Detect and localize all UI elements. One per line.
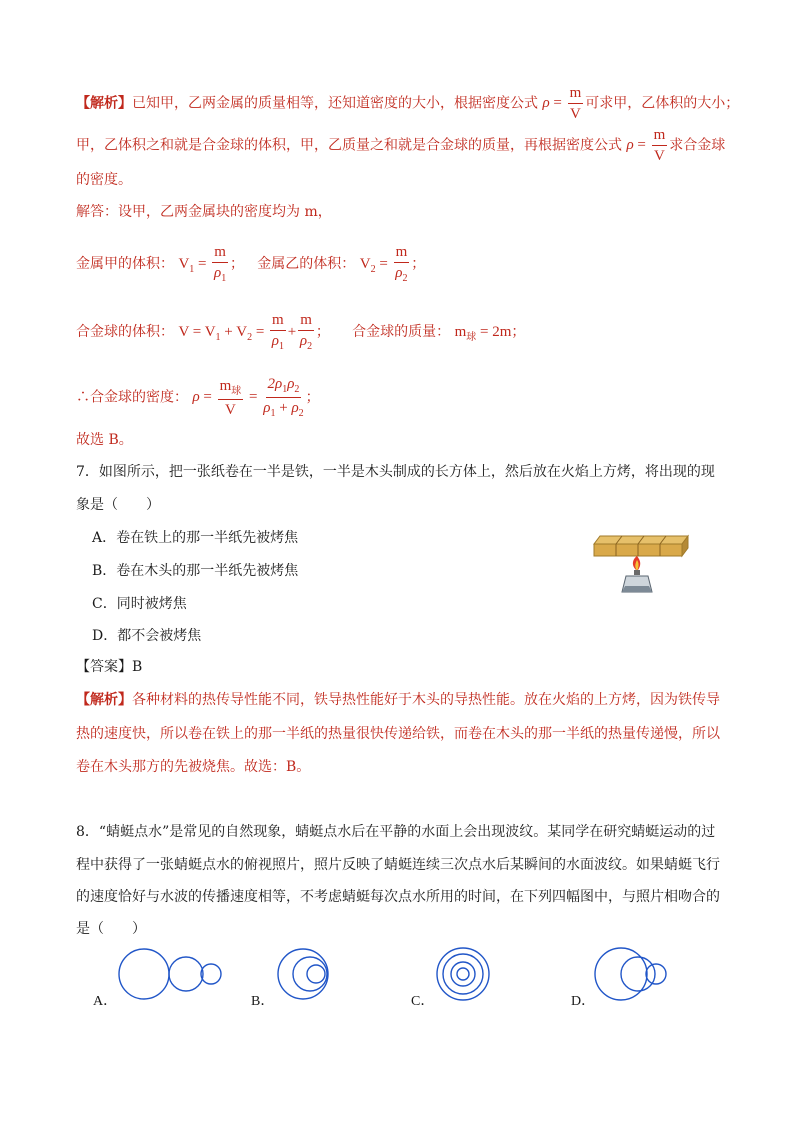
q8-label-c: C． [411, 994, 435, 1009]
q8-figure-a [116, 945, 240, 1005]
analysis-tag: 【解析】 [76, 95, 132, 112]
q8-stem-2: 程中获得了一张蜻蜓点水的俯视照片，照片反映了蜻蜓连续三次点水后某瞬间的水面波纹。如果蜻蜓飞行 [76, 857, 720, 873]
q7-option-c: C．同时被烤焦 [92, 596, 187, 612]
q8-stem-3: 的速度恰好与水波的传播速度相等，不考虑蜻蜓每次点水所用的时间，在下列四幅图中，与照片相吻合的 [76, 889, 720, 905]
q7-option-d: D．都不会被烤焦 [92, 628, 202, 644]
analysis-text: 已知甲，乙两金属的质量相等，还知道密度的大小，根据密度公式 [132, 95, 538, 112]
q8-stem-1: 8．“蜻蜓点水”是常见的自然现象，蜻蜓点水后在平静的水面上会出现波纹。某同学在研究蜻蜓运动的过 [76, 824, 716, 840]
density-formula: ρ = $\frac{m}{V}$ [626, 127, 666, 164]
metal-volumes: 金属甲的体积： $V_1$ = $\frac{m}{\rho_1}$ ； 金属乙的体积： $V_2$ = $\frac{m}{\rho_2}$ ； [76, 244, 426, 284]
q8-label-d: D． [571, 994, 596, 1009]
analysis-text: 甲，乙体积之和就是合金球的体积，甲，乙质量之和就是合金球的质量，再根据密度公式 [76, 137, 622, 154]
flame-icon [633, 556, 640, 570]
q7-analysis-3: 卷在木头那方的先被烧焦。故选：B。 [76, 759, 311, 775]
analysis-text: 求合金球 [669, 137, 726, 154]
analysis-line-1 [76, 86, 739, 122]
q7-analysis-2: 热的速度快，所以卷在铁上的那一半纸的热量很快传递给铁，而卷在木头的那一半纸的热量传递慢，所以 [76, 726, 720, 742]
q7-answer: 【答案】B [76, 659, 143, 675]
wood-iron-block [594, 536, 688, 556]
alcohol-lamp-icon [622, 570, 652, 592]
label: 合金球的体积： [76, 323, 174, 340]
solution-intro: 解答：设甲，乙两金属块的密度均为 m， [76, 204, 332, 220]
q7-option-a: A．卷在铁上的那一半纸先被烤焦 [92, 530, 299, 546]
q8-stem-4: 是（ ） [76, 921, 146, 937]
q7-stem-1: 7．如图所示，把一张纸卷在一半是铁，一半是木头制成的长方体上，然后放在火焰上方烤，将出现的现 [76, 464, 715, 480]
volume2-formula: $V_2$ = $\frac{m}{\rho_2}$ [359, 244, 408, 284]
alloy-mass-formula: $m_球 = 2m$ [454, 323, 512, 343]
analysis-line-3: 的密度。 [76, 172, 132, 188]
q8-figure-d [592, 945, 676, 1005]
q7-figure [592, 530, 696, 598]
q7-option-b: B．卷在木头的那一半纸先被烤焦 [92, 563, 299, 579]
analysis-line-2 [76, 128, 725, 164]
density-formula: ρ = $\frac{m}{V}$ [542, 85, 582, 122]
alloy-volume-formula: $V = V_1 + V_2$ = $\frac{m}{\rho_1}$ + $\frac{m}{\rho_2}$ [178, 312, 313, 352]
q8-label-a: A． [93, 994, 118, 1009]
label: 合金球的质量： [352, 323, 451, 340]
analysis-text: 各种材料的热传导性能不同，铁导热性能好于木头的导热性能。放在火焰的上方烤，因为铁传导 [132, 692, 720, 708]
analysis-tag: 【解析】 [76, 692, 132, 708]
label: 金属甲的体积： [76, 255, 174, 272]
analysis-text: 可求甲，乙体积的大小； [585, 95, 740, 112]
solution-conclusion: 故选 B。 [76, 432, 133, 448]
q7-stem-2: 象是（ ） [76, 497, 160, 513]
label: 金属乙的体积： [257, 255, 356, 272]
label: ∴合金球的密度： [76, 389, 188, 406]
q8-figure-c [428, 945, 498, 1005]
alloy-density-formula: ρ = $\frac{m_球}{V}$ = $\frac{2\rho_1\rho_2}{\rho_1 + \rho_2}$ [192, 376, 304, 419]
volume1-formula: $V_1$ = $\frac{m}{\rho_1}$ [178, 244, 227, 284]
q8-figure-b [268, 945, 338, 1005]
alloy-density: ∴合金球的密度： ρ = $\frac{m_球}{V}$ = $\frac{2\rho_1\rho_2}{\rho_1 + \rho_2}$ ； [76, 376, 320, 419]
q8-label-b: B． [251, 994, 275, 1009]
q7-analysis-1 [76, 690, 720, 710]
alloy-volume-mass: 合金球的体积： $V = V_1 + V_2$ = $\frac{m}{\rho_1}$ + $\frac{m}{\rho_2}$ ； 合金球的质量： $m_球 = 2m$； [76, 312, 526, 352]
